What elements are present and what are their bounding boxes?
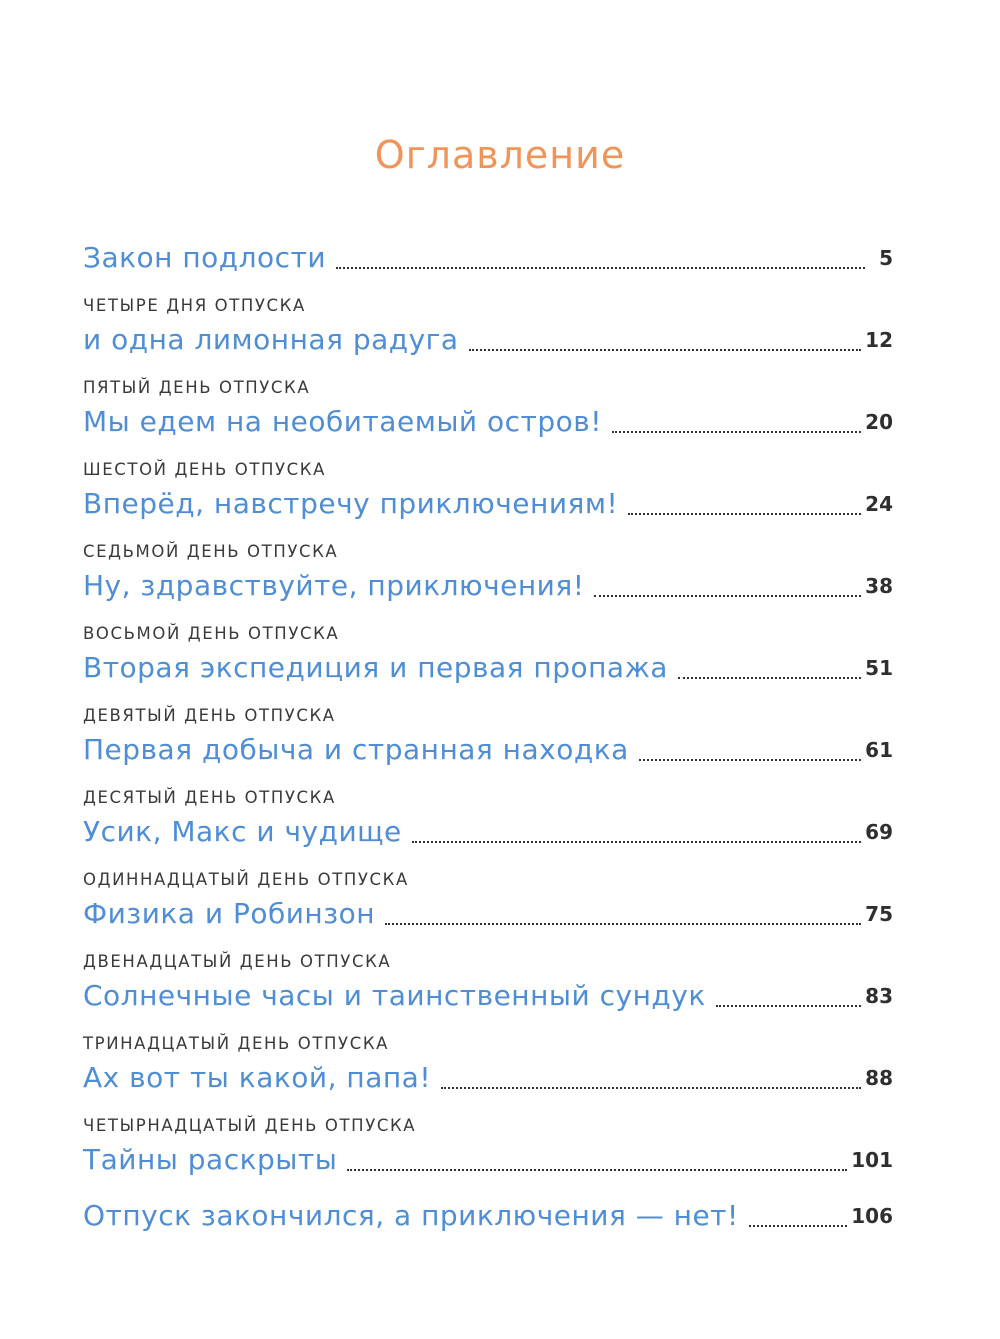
page-number: 38 — [865, 574, 893, 598]
page-title: Оглавление — [374, 133, 626, 177]
day-label: ЧЕТЫРНАДЦАТЫЙ ДЕНЬ ОТПУСКА — [83, 1116, 417, 1135]
chapter-title[interactable]: Усик, Макс и чудище — [83, 815, 402, 848]
day-label: ВОСЬМОЙ ДЕНЬ ОТПУСКА — [83, 624, 340, 643]
day-label: ОДИННАДЦАТЫЙ ДЕНЬ ОТПУСКА — [83, 870, 409, 889]
toc-entry — [83, 294, 893, 360]
dot-leader — [612, 431, 861, 433]
chapter-title[interactable]: Закон подлости — [83, 241, 327, 274]
page-number: 69 — [865, 820, 893, 844]
dot-leader — [594, 595, 861, 597]
dot-leader — [469, 349, 862, 351]
toc-entry — [83, 1032, 893, 1098]
dot-leader — [385, 923, 861, 925]
table-of-contents — [83, 232, 893, 1236]
day-label: ТРИНАДЦАТЫЙ ДЕНЬ ОТПУСКА — [83, 1034, 390, 1053]
toc-entry — [83, 376, 893, 442]
toc-entry — [83, 704, 893, 770]
toc-entry — [83, 540, 893, 606]
toc-entry — [83, 868, 893, 934]
toc-entry — [83, 950, 893, 1016]
chapter-title[interactable]: Солнечные часы и таинственный сундук — [83, 979, 706, 1012]
dot-leader — [639, 759, 861, 761]
dot-leader — [441, 1087, 861, 1089]
day-label: ЧЕТЫРЕ ДНЯ ОТПУСКА — [83, 296, 306, 315]
page-number: 101 — [851, 1148, 893, 1172]
dot-leader — [716, 1005, 861, 1007]
toc-entry — [83, 232, 893, 278]
chapter-title[interactable]: Тайны раскрыты — [83, 1143, 338, 1176]
chapter-title[interactable]: Ах вот ты какой, папа! — [83, 1061, 432, 1094]
day-label: ДЕВЯТЫЙ ДЕНЬ ОТПУСКА — [83, 706, 336, 725]
page-number: 83 — [865, 984, 893, 1008]
page-number: 106 — [851, 1204, 893, 1228]
day-label: ДЕСЯТЫЙ ДЕНЬ ОТПУСКА — [83, 788, 336, 807]
page-number: 12 — [865, 328, 893, 352]
toc-entry — [83, 786, 893, 852]
chapter-title[interactable]: Отпуск закончился, а приключения — нет! — [83, 1199, 739, 1232]
toc-entry — [83, 1188, 893, 1236]
day-label: ШЕСТОЙ ДЕНЬ ОТПУСКА — [83, 460, 326, 479]
chapter-title[interactable]: Вторая экспедиция и первая пропажа — [83, 651, 668, 684]
dot-leader — [347, 1169, 847, 1171]
chapter-title[interactable]: Первая добыча и странная находка — [83, 733, 629, 766]
page-number: 61 — [865, 738, 893, 762]
day-label: ПЯТЫЙ ДЕНЬ ОТПУСКА — [83, 378, 311, 397]
chapter-title[interactable]: и одна лимонная радуга — [83, 323, 459, 356]
chapter-title[interactable]: Вперёд, навстречу приключениям! — [83, 487, 619, 520]
page-number: 5 — [879, 246, 893, 270]
page-number: 24 — [865, 492, 893, 516]
dot-leader — [336, 267, 865, 269]
toc-entry — [83, 622, 893, 688]
dot-leader — [628, 513, 861, 515]
chapter-title[interactable]: Физика и Робинзон — [83, 897, 376, 930]
day-label: СЕДЬМОЙ ДЕНЬ ОТПУСКА — [83, 542, 339, 561]
page-number: 88 — [865, 1066, 893, 1090]
chapter-title[interactable]: Мы едем на необитаемый остров! — [83, 405, 602, 438]
dot-leader — [412, 841, 861, 843]
chapter-title[interactable]: Ну, здравствуйте, приключения! — [83, 569, 585, 602]
page-number: 20 — [865, 410, 893, 434]
page-number: 75 — [865, 902, 893, 926]
toc-entry — [83, 458, 893, 524]
day-label: ДВЕНАДЦАТЫЙ ДЕНЬ ОТПУСКА — [83, 952, 392, 971]
toc-entry — [83, 1114, 893, 1180]
page-number: 51 — [865, 656, 893, 680]
dot-leader — [749, 1225, 848, 1227]
dot-leader — [678, 677, 861, 679]
